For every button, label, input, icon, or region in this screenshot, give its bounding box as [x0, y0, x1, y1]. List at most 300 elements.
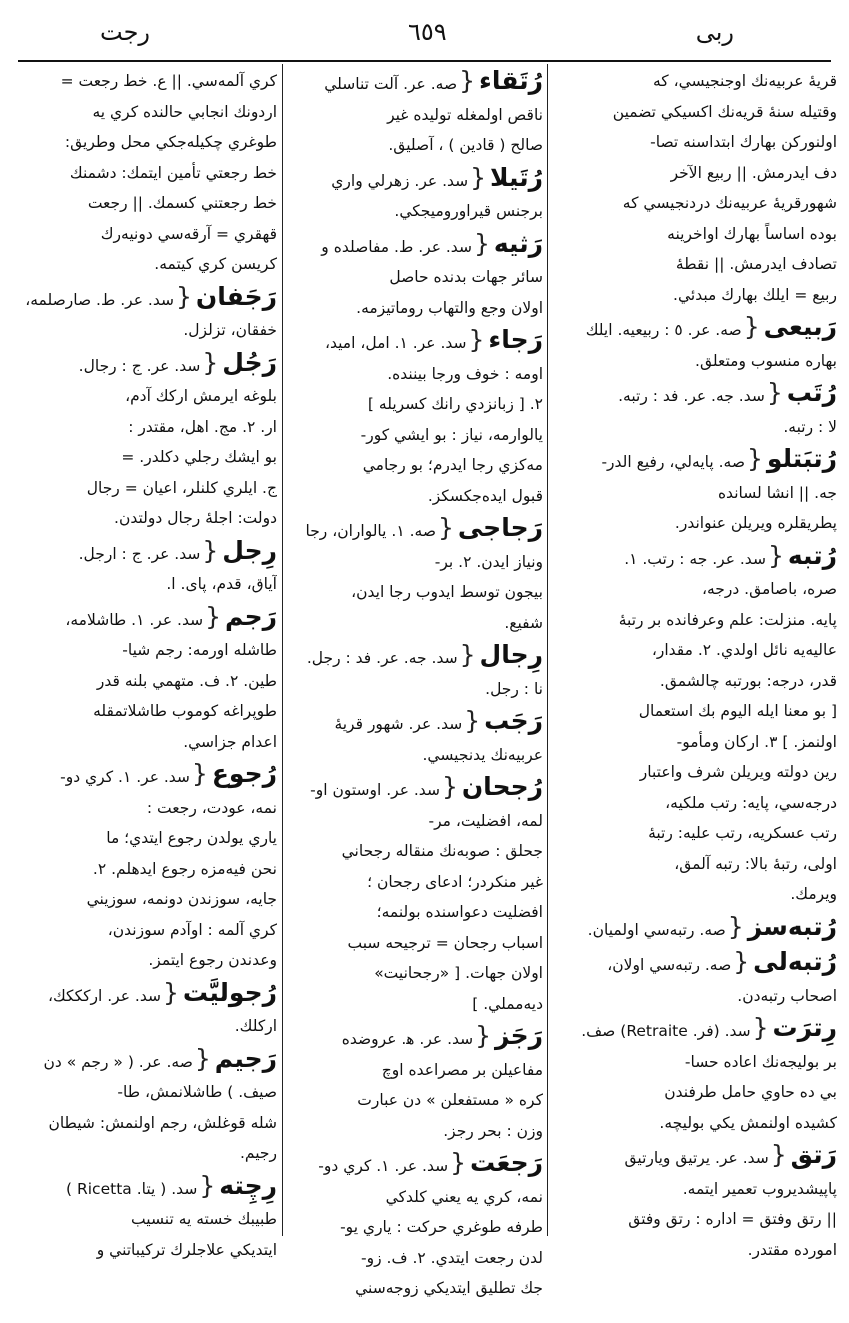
entry-text: مه‌كزي رجا ايدرم؛ بو رجامي	[362, 456, 543, 474]
entry-line	[24, 381, 277, 412]
entry-line	[289, 1243, 543, 1274]
entry-line	[553, 635, 837, 666]
entry-text: سد. عر. ١. كري دو-	[318, 1157, 449, 1175]
entry-text: شفيع.	[504, 613, 543, 632]
entry-text: اومه : خوف ورجا بيننده.	[387, 364, 543, 383]
entry-line	[289, 1212, 543, 1243]
entry-headword: رِچِته	[219, 1170, 277, 1200]
entry-line	[24, 348, 277, 382]
entry-headword: رَجاجى	[457, 513, 543, 542]
entry-line	[289, 100, 543, 131]
entry-text: سد. عر. ج : ارجل.	[78, 544, 201, 563]
entry-text: دف ايدرمش. || ربيع الآخر	[670, 163, 837, 182]
entry-line	[553, 508, 837, 539]
entry-text: درجه‌سي، پايه: رتب ملكيه،	[665, 793, 837, 812]
entry-text: بوده اساساً بهارك اواخرينه	[667, 224, 837, 243]
brace-mark: {	[199, 1170, 216, 1200]
entry-line	[553, 849, 837, 880]
dictionary-entry	[289, 772, 543, 1019]
entry-headword: رَبيعى	[763, 312, 837, 341]
dictionary-entry	[553, 1013, 837, 1138]
entry-text: اولان جهات. [ «رجحانيت»	[374, 964, 543, 982]
entry-line	[289, 130, 543, 161]
entry-text: عاليه‌يه نائل اولدي. ٢. مقدار،	[651, 641, 837, 659]
entry-line	[553, 412, 837, 443]
entry-text: طوغري چكيله‌جكي محل وطريق:	[64, 133, 277, 151]
entry-text: ايتديكي علاجلرك تركيباتني و	[96, 1240, 277, 1259]
entry-text: نا : رجل.	[485, 679, 543, 698]
entry-line	[553, 249, 837, 280]
entry-line	[289, 706, 543, 740]
entry-headword: رُتبه‌لى	[753, 947, 837, 976]
entry-text: صيف. ) طاشلانمش، طا-	[117, 1083, 277, 1101]
header-right-word: ربى	[695, 18, 734, 46]
entry-text: اسباب رجحان = ترجيحه سبب	[347, 933, 543, 952]
entry-text: جحلق : صوبه‌نك منقاله رجحاني	[341, 842, 543, 860]
entry-text: مفاعيلن بر مصراعده اوچ	[381, 1060, 543, 1079]
entry-line	[289, 293, 543, 324]
entry-headword: رَجم	[224, 601, 277, 631]
header-left-word: رجت	[100, 18, 150, 46]
dictionary-entry	[24, 348, 277, 534]
entry-headword: رِترَت	[772, 1013, 837, 1042]
entry-headword: رِجل	[222, 535, 277, 565]
entry-text: طوپراغه كوموب طاشلاتمقله	[93, 702, 277, 720]
dictionary-entry	[553, 378, 837, 442]
entry-text: اولنمز. ] ٣. اركان ومأمو-	[676, 732, 837, 751]
entry-text: كشيده اولنمش يكي بوليچه.	[659, 1113, 837, 1132]
entry-text: ويرمك.	[790, 885, 837, 903]
entry-line	[24, 1204, 277, 1235]
entry-text: لا : رتبه.	[783, 417, 837, 436]
entry-text: سد. عر. جه : رتب. ١.	[624, 549, 766, 568]
entry-text: بو ايشك رجلي دكلدر. =	[121, 448, 277, 466]
entry-line	[24, 727, 277, 758]
entry-text: صره، باصامق. درجه،	[701, 580, 837, 598]
entry-line	[289, 1116, 543, 1147]
dictionary-entry	[24, 536, 277, 600]
dictionary-entry	[24, 66, 277, 280]
entry-line	[24, 1138, 277, 1169]
entry-line	[289, 958, 543, 989]
dictionary-entry	[553, 912, 837, 946]
entry-text: نحن فيه‌مزه رجوع ايدهلم. ٢.	[92, 859, 277, 878]
entry-line	[289, 867, 543, 898]
entry-line	[24, 915, 277, 946]
entry-line	[289, 806, 543, 837]
entry-line	[289, 420, 543, 451]
entry-text: كريسن كري كيتمه.	[154, 255, 277, 273]
entry-line	[24, 602, 277, 636]
brace-mark: {	[202, 535, 219, 565]
entry-line	[24, 66, 277, 97]
entry-text: قبول ايده‌جكسكز.	[427, 486, 543, 505]
entry-headword: رُجوع	[211, 759, 277, 788]
dictionary-entry	[553, 312, 837, 376]
entry-text: جايه، سوزندن دونمه، سوزيني	[86, 890, 277, 908]
entry-text: پايه. منزلت: علم وعرفانده بر رتبهٔ	[618, 610, 837, 629]
header-rule	[18, 60, 831, 62]
entry-text: وزن : بحر رجز.	[443, 1121, 543, 1140]
entry-text: صالح ( قادين ) ، آصليق.	[388, 136, 543, 154]
entry-text: سد. عر. ط. صارصلمه،	[25, 290, 174, 309]
entry-text: قريهٔ عربيه‌نك اوجنجيسي، كه	[652, 72, 837, 90]
entry-line	[24, 1108, 277, 1139]
entry-line	[553, 947, 837, 981]
entry-text: پطريقلره ويريلن عنواندر.	[674, 514, 837, 532]
column-divider	[547, 64, 548, 1236]
entry-text: سد. عر. شهور قريهٔ	[334, 715, 463, 733]
entry-line	[289, 481, 543, 512]
entry-text: سد. ( يتا. Ricetta )	[66, 1179, 198, 1198]
entry-line	[289, 450, 543, 481]
entry-headword: رُتبه	[787, 540, 837, 570]
brace-mark: {	[194, 1043, 211, 1073]
entry-line	[289, 389, 543, 420]
entry-text: افضليت دعواسنده بولنمه؛	[376, 903, 543, 921]
entry-line	[553, 1108, 837, 1139]
entry-headword: رَجعَت	[470, 1148, 543, 1177]
entry-text: سد. عر. ١. كري دو-	[60, 768, 190, 786]
entry-line	[553, 219, 837, 250]
dictionary-entry	[289, 513, 543, 638]
entry-text: برجنس قيراوروميجكي.	[394, 202, 543, 220]
entry-line	[553, 1047, 837, 1078]
column-divider	[282, 64, 283, 1236]
entry-text: اولى، رتبهٔ بالا: رتبه آلمق،	[674, 854, 837, 873]
dictionary-entry	[289, 1021, 543, 1146]
entry-line	[553, 912, 837, 946]
entry-line	[553, 378, 837, 412]
brace-mark: {	[468, 325, 485, 354]
entry-line	[553, 312, 837, 346]
entry-line	[553, 188, 837, 219]
entry-text: طاشله اورمه: رجم شيا-	[122, 641, 277, 659]
entry-text: شله قوغلش، رجم اولنمش: شيطان	[48, 1113, 277, 1132]
entry-text: ونياز ايدن. ٢. بر-	[434, 552, 543, 571]
entry-text: سد. عر. ١. طاشلامه،	[65, 610, 204, 629]
entry-text: بر بوليجه‌نك اعاده حسا-	[684, 1052, 837, 1071]
entry-headword: رِجال	[479, 640, 543, 669]
entry-line	[553, 66, 837, 97]
entry-text: سد. عر. ﻫ. عروضده	[341, 1030, 474, 1048]
entry-line	[553, 1235, 837, 1266]
entry-text: صه. عر. ٥ : ربيعيه. ايلك	[585, 321, 742, 339]
brace-mark: {	[464, 706, 481, 735]
entry-line	[553, 1013, 837, 1047]
entry-line	[289, 674, 543, 705]
entry-line	[24, 854, 277, 885]
entry-line	[289, 640, 543, 674]
dictionary-entry	[24, 1044, 277, 1169]
entry-text: || رتق وفتق = اداره : رتق وفتق	[628, 1210, 837, 1228]
entry-line	[289, 577, 543, 608]
entry-line	[24, 978, 277, 1012]
entry-line	[553, 757, 837, 788]
entry-headword: رُتبَتلو	[766, 444, 837, 473]
entry-line	[553, 666, 837, 697]
dictionary-entry	[289, 1148, 543, 1304]
entry-line	[289, 1148, 543, 1182]
entry-line	[24, 666, 277, 697]
entry-headword: رَجُل	[222, 347, 277, 377]
entry-line	[553, 1140, 837, 1174]
brace-mark: {	[727, 911, 744, 941]
entry-text: ٢. [ زبانزدي رانك كسريله ]	[367, 395, 543, 413]
entry-line	[289, 740, 543, 771]
entry-text: ار. ٢. مج. اهل، مقتدر :	[128, 417, 277, 436]
dictionary-entry	[24, 978, 277, 1042]
entry-text: بلوغه ايرمش اركك آدم،	[125, 387, 277, 405]
entry-text: پاپيشديروب تعمير ايتمه.	[682, 1179, 837, 1198]
entry-headword: رَجاء	[488, 325, 543, 354]
entry-text: طبيبك خسته يه تنسيب	[131, 1210, 277, 1228]
brace-mark: {	[475, 1021, 492, 1050]
entry-headword: رَجَب	[484, 706, 543, 735]
entry-text: عربيه‌نك يدنجيسي.	[422, 745, 543, 764]
entry-line	[553, 1204, 837, 1235]
entry-text: اعدام جزاسي.	[183, 732, 277, 751]
entry-text: سد. جه. عر. فد : رجل.	[306, 649, 458, 667]
entry-headword: رَجيم	[214, 1043, 277, 1073]
entry-line	[24, 127, 277, 158]
entry-text: لدن رجعت ايتدي. ٢. ف. زو-	[361, 1248, 543, 1267]
entry-line	[24, 823, 277, 854]
entry-line	[289, 1021, 543, 1055]
entry-line	[553, 727, 837, 758]
brace-mark: {	[770, 1140, 787, 1169]
entry-headword: رُجوليَّت	[182, 977, 277, 1007]
entry-line	[289, 772, 543, 806]
brace-mark: {	[766, 378, 783, 407]
entry-headword: رُتَقاء	[479, 66, 543, 95]
brace-mark: {	[767, 540, 784, 570]
brace-mark: {	[191, 759, 208, 788]
entry-line	[289, 262, 543, 293]
entry-line	[289, 1182, 543, 1213]
entry-line	[289, 1055, 543, 1086]
entry-line	[289, 608, 543, 639]
entry-text: [ بو معنا ايله اليوم بك استعمال	[638, 702, 837, 720]
entry-line	[24, 759, 277, 793]
entry-text: ربيع = ايلك بهارك مبدئي.	[673, 285, 837, 304]
entry-text: سد. (فر. Retraite) صف.	[581, 1022, 751, 1040]
entry-line	[289, 513, 543, 547]
entry-text: بهاره منسوب ومتعلق.	[695, 351, 837, 370]
entry-line	[24, 188, 277, 219]
dictionary-entry	[553, 541, 837, 910]
entry-text: سد. عر. اركككك،	[47, 986, 161, 1005]
entry-line	[289, 836, 543, 867]
brace-mark: {	[202, 347, 219, 377]
entry-headword: رُتَب	[786, 378, 837, 407]
entry-line	[553, 879, 837, 910]
entry-line	[24, 158, 277, 189]
brace-mark: {	[747, 444, 763, 473]
entry-line	[553, 541, 837, 575]
entry-line	[289, 1085, 543, 1116]
entry-text: خط رجعتي تأمين ايتمك: دشمنك	[69, 163, 277, 182]
entry-text: قهقري = آرقه‌سي دونيه‌رك	[100, 224, 277, 243]
entry-text: طين. ٢. ف. متهمي بلنه قدر	[96, 671, 277, 690]
dictionary-entry	[24, 759, 277, 976]
entry-text: سد. جه. عر. فد : رتبه.	[618, 387, 765, 405]
entry-line	[289, 359, 543, 390]
dictionary-entry	[289, 706, 543, 770]
entry-line	[24, 249, 277, 280]
entry-line	[24, 1235, 277, 1266]
entry-line	[553, 97, 837, 128]
dictionary-entry	[289, 325, 543, 511]
entry-text: ياري يولدن رجوع ايتدي؛ ما	[106, 829, 277, 847]
brace-mark: {	[450, 1148, 466, 1177]
entry-text: غير منكردر؛ ادعاى رجحان ؛	[367, 872, 543, 891]
brace-mark: {	[437, 513, 454, 542]
brace-mark: {	[752, 1013, 769, 1042]
entry-text: قدر، درجه: بورتبه چالشمق.	[659, 671, 837, 690]
dictionary-entry	[24, 1171, 277, 1266]
dictionary-entry	[289, 66, 543, 161]
entry-text: سائر جهات بدنده حاصل	[389, 268, 543, 286]
entry-line	[24, 1011, 277, 1042]
entry-text: لمه، افضليت، مر-	[428, 811, 543, 830]
brace-mark: {	[473, 228, 490, 258]
entry-line	[24, 1044, 277, 1078]
entry-text: امورده مقتدر.	[747, 1240, 837, 1259]
column-right	[553, 66, 837, 1259]
entry-line	[553, 574, 837, 605]
entry-text: بيجون توسط ايدوب رجا ايدن،	[351, 583, 543, 601]
entry-text: صه. عر. آلت تناسلي	[324, 75, 458, 93]
entry-text: رتب عسكريه، رتب عليه: رتبهٔ	[648, 824, 837, 842]
entry-text: نمه، عودت، رجعت :	[146, 798, 277, 817]
entry-text: تصادف ايدرمش. || نقطهٔ	[675, 255, 837, 273]
entry-line	[553, 280, 837, 311]
entry-line	[289, 1273, 543, 1304]
entry-line	[289, 229, 543, 263]
entry-text: صه. رتبه‌سي اولميان.	[587, 920, 726, 939]
brace-mark: {	[162, 977, 179, 1007]
brace-mark: {	[205, 601, 221, 631]
page-number: ٦٥٩	[408, 18, 447, 46]
brace-mark: {	[733, 947, 750, 976]
entry-text: جه. || انشا لسانده	[717, 483, 837, 502]
entry-line	[24, 884, 277, 915]
entry-text: سد. عر. ط. مفاصلده و	[321, 237, 472, 256]
brace-mark: {	[470, 162, 487, 192]
dictionary-entry	[24, 602, 277, 758]
entry-text: ج. ايلري كلنلر، اعيان = رجال	[86, 478, 277, 497]
entry-line	[24, 1077, 277, 1108]
brace-mark: {	[459, 640, 476, 669]
page-header	[20, 18, 829, 52]
entry-line	[24, 315, 277, 346]
entry-text: اولان وجع والتهاب روماتيزمه.	[356, 298, 543, 317]
entry-line	[24, 503, 277, 534]
entry-line	[289, 989, 543, 1020]
entry-line	[553, 1174, 837, 1205]
entry-line	[24, 696, 277, 727]
entry-line	[289, 66, 543, 100]
column-middle	[289, 66, 543, 1297]
entry-line	[24, 473, 277, 504]
entry-text: طرفه طوغري حركت : ياري يو-	[340, 1218, 543, 1236]
entry-line	[289, 325, 543, 359]
entry-text: خط رجعتني كسمك. || رجعت	[87, 194, 277, 212]
brace-mark: {	[743, 312, 760, 341]
entry-line	[553, 127, 837, 158]
entry-headword: رَتق	[790, 1140, 837, 1169]
entry-text: آياق، قدم، پاى. ا.	[166, 575, 277, 593]
column-left	[24, 66, 277, 1259]
entry-line	[24, 282, 277, 316]
entry-line	[24, 569, 277, 600]
entry-line	[24, 635, 277, 666]
entry-text: دولت: اجلهٔ رجال دولتدن.	[114, 509, 277, 527]
entry-line	[24, 412, 277, 443]
entry-text: نمه، كري يه يعني كلدكي	[385, 1187, 543, 1206]
entry-text: صه. رتبه‌سي اولان،	[607, 956, 732, 974]
dictionary-entry	[553, 66, 837, 310]
entry-text: وقتيله سنهٔ قريه‌نك اكسيكي تضمين	[612, 102, 837, 121]
entry-text: سد. عر. ١. امل، اميد،	[324, 334, 467, 352]
entry-text: سد. عر. يرتيق ويارتيق	[624, 1149, 769, 1167]
entry-line	[289, 897, 543, 928]
dictionary-entry	[553, 947, 837, 1011]
entry-text: اركلك.	[234, 1017, 277, 1035]
entry-line	[24, 1171, 277, 1205]
entry-text: خفقان، تزلزل.	[183, 321, 277, 339]
dictionary-entry	[553, 444, 837, 539]
entry-headword: رَجَز	[495, 1021, 543, 1050]
entry-headword: رُتبه‌سز	[747, 911, 837, 941]
entry-line	[553, 478, 837, 509]
entry-line	[553, 981, 837, 1012]
entry-text: رجيم.	[240, 1144, 277, 1162]
entry-line	[24, 219, 277, 250]
entry-text: اردونك انجابي حالنده كري يه	[92, 102, 277, 121]
entry-text: اصحاب رتبه‌دن.	[737, 986, 837, 1005]
entry-line	[24, 945, 277, 976]
entry-text: اولنوركن بهارك ابتداسنه تصا-	[650, 133, 837, 151]
entry-line	[24, 793, 277, 824]
dictionary-entry	[289, 163, 543, 227]
entry-line	[553, 605, 837, 636]
entry-text: يالوارمه، نياز : بو ايشي كور-	[360, 425, 543, 444]
entry-text: سد. عر. ج : رجال.	[78, 356, 201, 375]
entry-text: كري آلمه‌سي. || ع. خط رجعت =	[60, 72, 277, 90]
entry-text: جك تطليق ايتديكي زوجه‌سني	[355, 1279, 543, 1297]
entry-line	[289, 196, 543, 227]
entry-text: شهورقريهٔ عربيه‌نك دردنجيسي كه	[622, 194, 837, 212]
entry-line	[553, 788, 837, 819]
entry-headword: رُجحان	[461, 772, 543, 801]
entry-text: ناقص اولمغله توليده غير	[387, 105, 543, 124]
entry-text: صه. ١. يالواران، رجا	[305, 522, 436, 540]
entry-text: سد. عر. زهرلي واري	[331, 171, 469, 190]
entry-headword: رُتَيلا	[490, 162, 543, 192]
entry-line	[553, 158, 837, 189]
entry-line	[553, 696, 837, 727]
entry-text: صه. پايه‌لي، رفيع الدر-	[601, 453, 746, 471]
brace-mark: {	[441, 772, 458, 801]
brace-mark: {	[459, 66, 476, 95]
entry-text: صه. عر. ( « رجم » دن	[43, 1052, 193, 1071]
dictionary-entry	[289, 229, 543, 324]
entry-line	[24, 536, 277, 570]
entry-text: رين دولته ويريلن شرف واعتبار	[639, 763, 837, 781]
entry-headword: رَثيه	[493, 228, 543, 258]
